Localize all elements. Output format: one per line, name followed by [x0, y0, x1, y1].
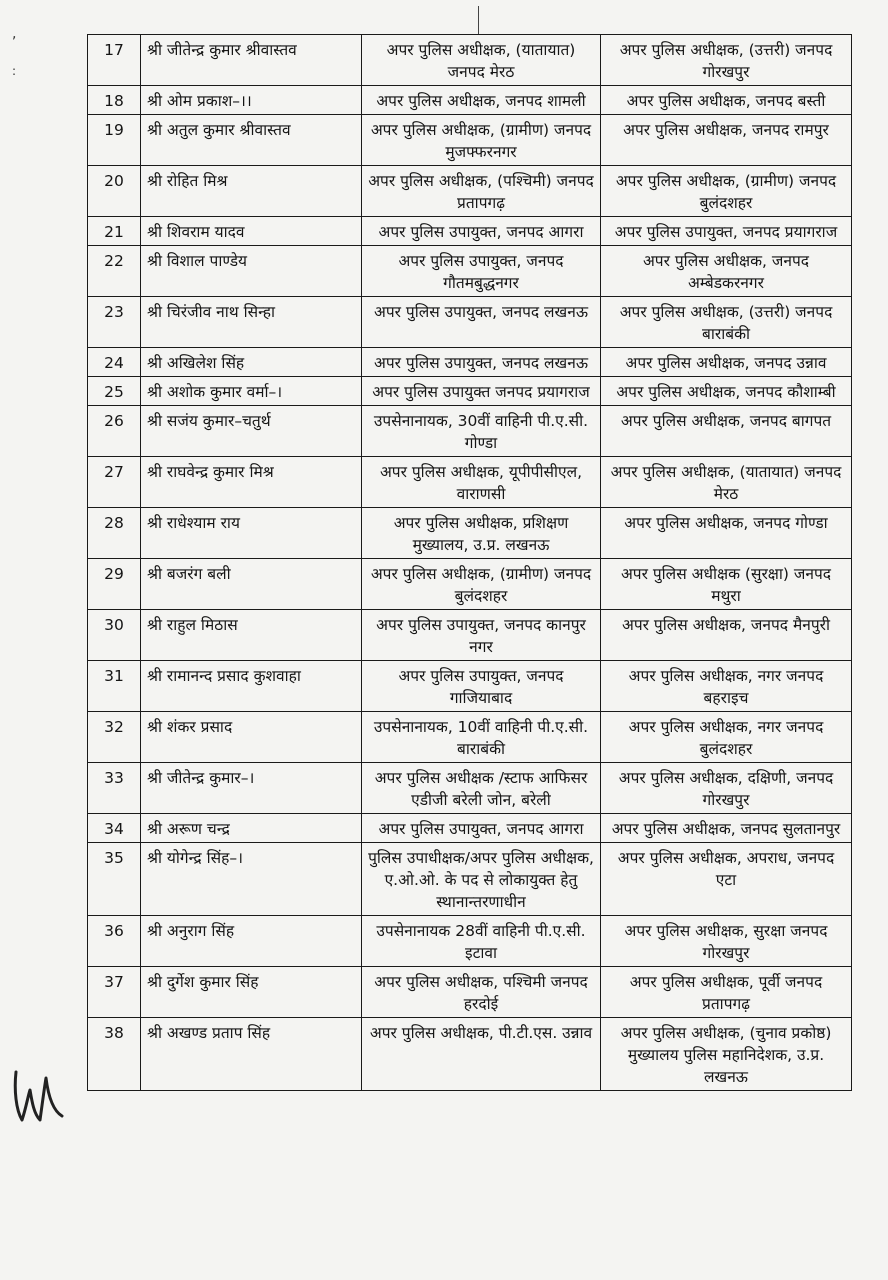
serial-number-cell: 28	[88, 508, 141, 559]
new-posting-cell: अपर पुलिस अधीक्षक, जनपद गोण्डा	[601, 508, 852, 559]
current-posting-cell: अपर पुलिस उपायुक्त, जनपद आगरा	[362, 814, 601, 843]
table-row	[88, 661, 852, 712]
new-posting-cell: अपर पुलिस अधीक्षक, (उत्तरी) जनपद बाराबंकी	[601, 297, 852, 348]
transfer-list-table	[87, 34, 852, 1091]
current-posting-cell: अपर पुलिस अधीक्षक, पी.टी.एस. उन्नाव	[362, 1018, 601, 1091]
new-posting-cell: अपर पुलिस अधीक्षक, जनपद कौशाम्बी	[601, 377, 852, 406]
new-posting-cell: अपर पुलिस अधीक्षक, नगर जनपद बहराइच	[601, 661, 852, 712]
new-posting-cell: अपर पुलिस अधीक्षक, जनपद रामपुर	[601, 115, 852, 166]
transfer-list-body	[88, 35, 852, 1091]
current-posting-cell: अपर पुलिस उपायुक्त, जनपद लखनऊ	[362, 348, 601, 377]
serial-number-cell: 20	[88, 166, 141, 217]
current-posting-cell: अपर पुलिस उपायुक्त, जनपद लखनऊ	[362, 297, 601, 348]
officer-name-cell: श्री शंकर प्रसाद	[141, 712, 362, 763]
current-posting-cell: अपर पुलिस अधीक्षक, पश्चिमी जनपद हरदोई	[362, 967, 601, 1018]
new-posting-cell: अपर पुलिस अधीक्षक, जनपद सुलतानपुर	[601, 814, 852, 843]
table-row	[88, 610, 852, 661]
table-row	[88, 843, 852, 916]
new-posting-cell: अपर पुलिस अधीक्षक, (ग्रामीण) जनपद बुलंदशहर	[601, 166, 852, 217]
officer-name-cell: श्री बजरंग बली	[141, 559, 362, 610]
top-edge-mark	[478, 6, 479, 34]
margin-mark: ,	[12, 26, 17, 42]
table-row	[88, 457, 852, 508]
table-row	[88, 814, 852, 843]
officer-name-cell: श्री अशोक कुमार वर्मा–।	[141, 377, 362, 406]
new-posting-cell: अपर पुलिस उपायुक्त, जनपद प्रयागराज	[601, 217, 852, 246]
table-row	[88, 86, 852, 115]
officer-name-cell: श्री अनुराग सिंह	[141, 916, 362, 967]
current-posting-cell: अपर पुलिस अधीक्षक, प्रशिक्षण मुख्यालय, उ.प्र. लखनऊ	[362, 508, 601, 559]
officer-name-cell: श्री राहुल मिठास	[141, 610, 362, 661]
officer-name-cell: श्री विशाल पाण्डेय	[141, 246, 362, 297]
serial-number-cell: 31	[88, 661, 141, 712]
current-posting-cell: उपसेनानायक 28वीं वाहिनी पी.ए.सी. इटावा	[362, 916, 601, 967]
officer-name-cell: श्री अखिलेश सिंह	[141, 348, 362, 377]
officer-name-cell: श्री चिरंजीव नाथ सिन्हा	[141, 297, 362, 348]
serial-number-cell: 27	[88, 457, 141, 508]
current-posting-cell: अपर पुलिस अधीक्षक /स्टाफ आफिसर एडीजी बरेली जोन, बरेली	[362, 763, 601, 814]
current-posting-cell: अपर पुलिस अधीक्षक, यूपीपीसीएल, वाराणसी	[362, 457, 601, 508]
table-row	[88, 166, 852, 217]
table-row	[88, 508, 852, 559]
current-posting-cell: अपर पुलिस अधीक्षक, (ग्रामीण) जनपद मुजफ्फरनगर	[362, 115, 601, 166]
serial-number-cell: 30	[88, 610, 141, 661]
officer-name-cell: श्री शिवराम यादव	[141, 217, 362, 246]
serial-number-cell: 23	[88, 297, 141, 348]
current-posting-cell: अपर पुलिस अधीक्षक, (ग्रामीण) जनपद बुलंदशहर	[362, 559, 601, 610]
serial-number-cell: 29	[88, 559, 141, 610]
current-posting-cell: अपर पुलिस उपायुक्त, जनपद गाजियाबाद	[362, 661, 601, 712]
officer-name-cell: श्री जीतेन्द्र कुमार–।	[141, 763, 362, 814]
new-posting-cell: अपर पुलिस अधीक्षक, नगर जनपद बुलंदशहर	[601, 712, 852, 763]
current-posting-cell: अपर पुलिस अधीक्षक, जनपद शामली	[362, 86, 601, 115]
officer-name-cell: श्री राघवेन्द्र कुमार मिश्र	[141, 457, 362, 508]
serial-number-cell: 36	[88, 916, 141, 967]
table-row	[88, 406, 852, 457]
serial-number-cell: 38	[88, 1018, 141, 1091]
officer-name-cell: श्री सजंय कुमार–चतुर्थ	[141, 406, 362, 457]
table-row	[88, 217, 852, 246]
officer-name-cell: श्री अखण्ड प्रताप सिंह	[141, 1018, 362, 1091]
table-row	[88, 916, 852, 967]
table-row	[88, 297, 852, 348]
table-row	[88, 763, 852, 814]
officer-name-cell: श्री जीतेन्द्र कुमार श्रीवास्तव	[141, 35, 362, 86]
signature-mark	[8, 1060, 68, 1130]
new-posting-cell: अपर पुलिस अधीक्षक (सुरक्षा) जनपद मथुरा	[601, 559, 852, 610]
serial-number-cell: 17	[88, 35, 141, 86]
current-posting-cell: अपर पुलिस उपायुक्त, जनपद कानपुर नगर	[362, 610, 601, 661]
new-posting-cell: अपर पुलिस अधीक्षक, (चुनाव प्रकोष्ठ) मुख्यालय पुलिस महानिदेशक, उ.प्र. लखनऊ	[601, 1018, 852, 1091]
new-posting-cell: अपर पुलिस अधीक्षक, जनपद अम्बेडकरनगर	[601, 246, 852, 297]
table-row	[88, 115, 852, 166]
table-row	[88, 246, 852, 297]
serial-number-cell: 19	[88, 115, 141, 166]
new-posting-cell: अपर पुलिस अधीक्षक, दक्षिणी, जनपद गोरखपुर	[601, 763, 852, 814]
new-posting-cell: अपर पुलिस अधीक्षक, जनपद बागपत	[601, 406, 852, 457]
current-posting-cell: अपर पुलिस अधीक्षक, (पश्चिमी) जनपद प्रतापगढ़	[362, 166, 601, 217]
current-posting-cell: पुलिस उपाधीक्षक/अपर पुलिस अधीक्षक, ए.ओ.ओ. के पद से लोकायुक्त हेतु स्थानान्तरणाधीन	[362, 843, 601, 916]
new-posting-cell: अपर पुलिस अधीक्षक, जनपद मैनपुरी	[601, 610, 852, 661]
serial-number-cell: 22	[88, 246, 141, 297]
officer-name-cell: श्री रामानन्द प्रसाद कुशवाहा	[141, 661, 362, 712]
table-row	[88, 559, 852, 610]
new-posting-cell: अपर पुलिस अधीक्षक, सुरक्षा जनपद गोरखपुर	[601, 916, 852, 967]
serial-number-cell: 33	[88, 763, 141, 814]
serial-number-cell: 21	[88, 217, 141, 246]
table-row	[88, 1018, 852, 1091]
serial-number-cell: 35	[88, 843, 141, 916]
officer-name-cell: श्री अतुल कुमार श्रीवास्तव	[141, 115, 362, 166]
table-row	[88, 377, 852, 406]
new-posting-cell: अपर पुलिस अधीक्षक, जनपद उन्नाव	[601, 348, 852, 377]
serial-number-cell: 32	[88, 712, 141, 763]
new-posting-cell: अपर पुलिस अधीक्षक, (उत्तरी) जनपद गोरखपुर	[601, 35, 852, 86]
serial-number-cell: 25	[88, 377, 141, 406]
officer-name-cell: श्री राधेश्याम राय	[141, 508, 362, 559]
officer-name-cell: श्री अरूण चन्द्र	[141, 814, 362, 843]
current-posting-cell: अपर पुलिस उपायुक्त, जनपद आगरा	[362, 217, 601, 246]
table-row	[88, 35, 852, 86]
current-posting-cell: अपर पुलिस अधीक्षक, (यातायात) जनपद मेरठ	[362, 35, 601, 86]
table-row	[88, 967, 852, 1018]
new-posting-cell: अपर पुलिस अधीक्षक, (यातायात) जनपद मेरठ	[601, 457, 852, 508]
new-posting-cell: अपर पुलिस अधीक्षक, अपराध, जनपद एटा	[601, 843, 852, 916]
current-posting-cell: अपर पुलिस उपायुक्त, जनपद गौतमबुद्धनगर	[362, 246, 601, 297]
officer-name-cell: श्री रोहित मिश्र	[141, 166, 362, 217]
new-posting-cell: अपर पुलिस अधीक्षक, पूर्वी जनपद प्रतापगढ़	[601, 967, 852, 1018]
current-posting-cell: अपर पुलिस उपायुक्त जनपद प्रयागराज	[362, 377, 601, 406]
margin-mark: :	[12, 64, 17, 78]
new-posting-cell: अपर पुलिस अधीक्षक, जनपद बस्ती	[601, 86, 852, 115]
serial-number-cell: 26	[88, 406, 141, 457]
table-row	[88, 348, 852, 377]
serial-number-cell: 34	[88, 814, 141, 843]
officer-name-cell: श्री योगेन्द्र सिंह–।	[141, 843, 362, 916]
current-posting-cell: उपसेनानायक, 30वीं वाहिनी पी.ए.सी. गोण्डा	[362, 406, 601, 457]
officer-name-cell: श्री दुर्गेश कुमार सिंह	[141, 967, 362, 1018]
table-row	[88, 712, 852, 763]
serial-number-cell: 24	[88, 348, 141, 377]
serial-number-cell: 37	[88, 967, 141, 1018]
current-posting-cell: उपसेनानायक, 10वीं वाहिनी पी.ए.सी. बाराबंकी	[362, 712, 601, 763]
officer-name-cell: श्री ओम प्रकाश–।।	[141, 86, 362, 115]
serial-number-cell: 18	[88, 86, 141, 115]
